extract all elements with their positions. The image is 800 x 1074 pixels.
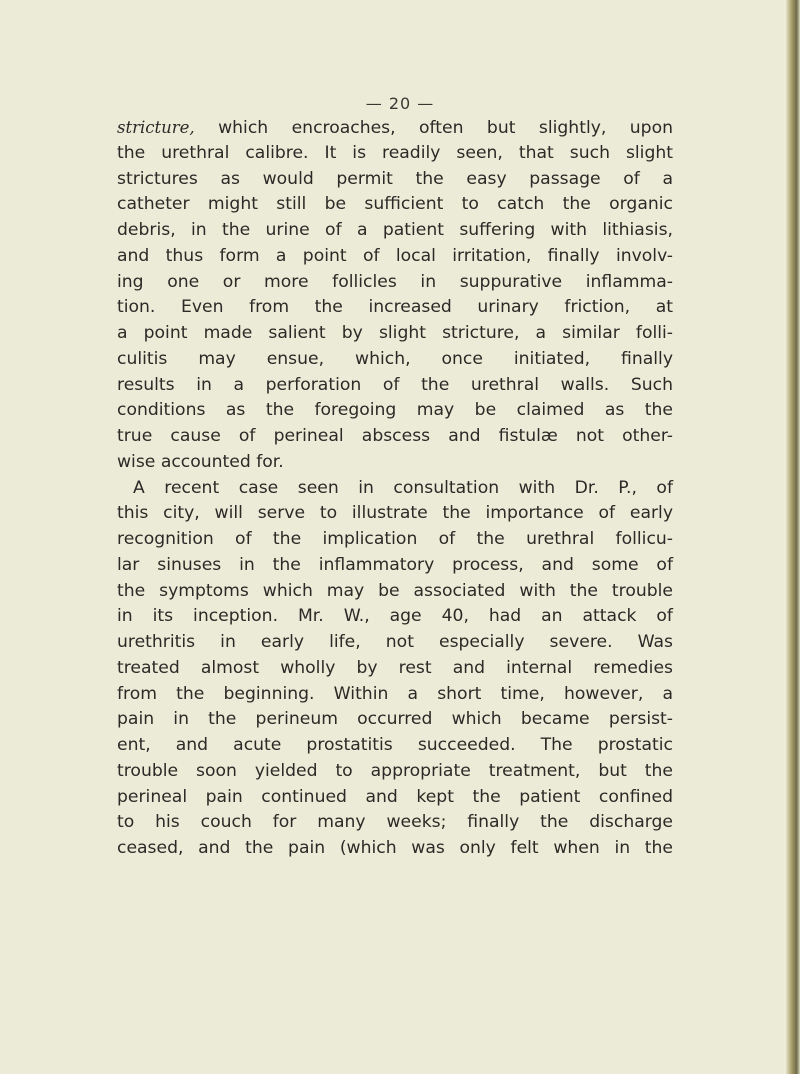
text-line: a point made salient by slight stricture, a similar folli- <box>117 323 673 343</box>
text-line: in its inception. Mr. W., age 40, had an attack of <box>117 606 673 627</box>
text-line: true cause of perineal abscess and fistulæ not other- <box>117 426 673 446</box>
text-line: catheter might still be sufficient to catch the organic <box>117 194 673 215</box>
text-line: ent, and acute prostatitis succeeded. The prostatic <box>117 735 673 755</box>
body-text <box>117 115 673 862</box>
text-line: tion. Even from the increased urinary friction, at <box>117 297 673 318</box>
text-line: this city, will serve to illustrate the importance of early <box>117 503 673 524</box>
text-line: trouble soon yielded to appropriate treatment, but the <box>117 760 673 781</box>
text-line: ceased, and the pain (which was only felt when in the <box>117 838 673 858</box>
text-line: lar sinuses in the inflammatory process, and some of <box>117 554 673 575</box>
text-line: the urethral calibre. It is readily seen, that such slight <box>117 142 673 163</box>
paragraph-start: A recent case seen in consultation with Dr. P., of <box>133 477 673 498</box>
text-line: strictures as would permit the easy passage of a <box>117 168 673 189</box>
text-line: perineal pain continued and kept the patient confined <box>117 786 673 807</box>
text-line: conditions as the foregoing may be claimed as the <box>117 400 673 421</box>
text-line: ing one or more follicles in suppurative inflamma- <box>117 271 673 292</box>
text-line: pain in the perineum occurred which became persist- <box>117 709 673 730</box>
text-line: culitis may ensue, which, once initiated, finally <box>117 348 673 369</box>
text-line: stricture, which encroaches, often but slightly, upon <box>117 118 673 138</box>
text-line: urethritis in early life, not especially severe. Was <box>117 632 673 652</box>
text-line: to his couch for many weeks; finally the discharge <box>117 812 673 833</box>
italic-term: stricture, <box>117 118 195 137</box>
text-line: from the beginning. Within a short time, however, a <box>117 683 673 704</box>
text-line: the symptoms which may be associated with the trouble <box>117 580 673 601</box>
text-line: wise accounted for. <box>117 451 284 472</box>
page-edge <box>786 0 800 1074</box>
text-line: and thus form a point of local irritation, finally involv- <box>117 245 673 266</box>
page-number: — 20 — <box>365 94 435 113</box>
text-line: debris, in the urine of a patient suffering with lithiasis, <box>117 220 673 240</box>
text-line: recognition of the implication of the urethral follicu- <box>117 529 673 549</box>
text-line: results in a perforation of the urethral walls. Such <box>117 374 673 395</box>
text-line: treated almost wholly by rest and internal remedies <box>117 657 673 678</box>
